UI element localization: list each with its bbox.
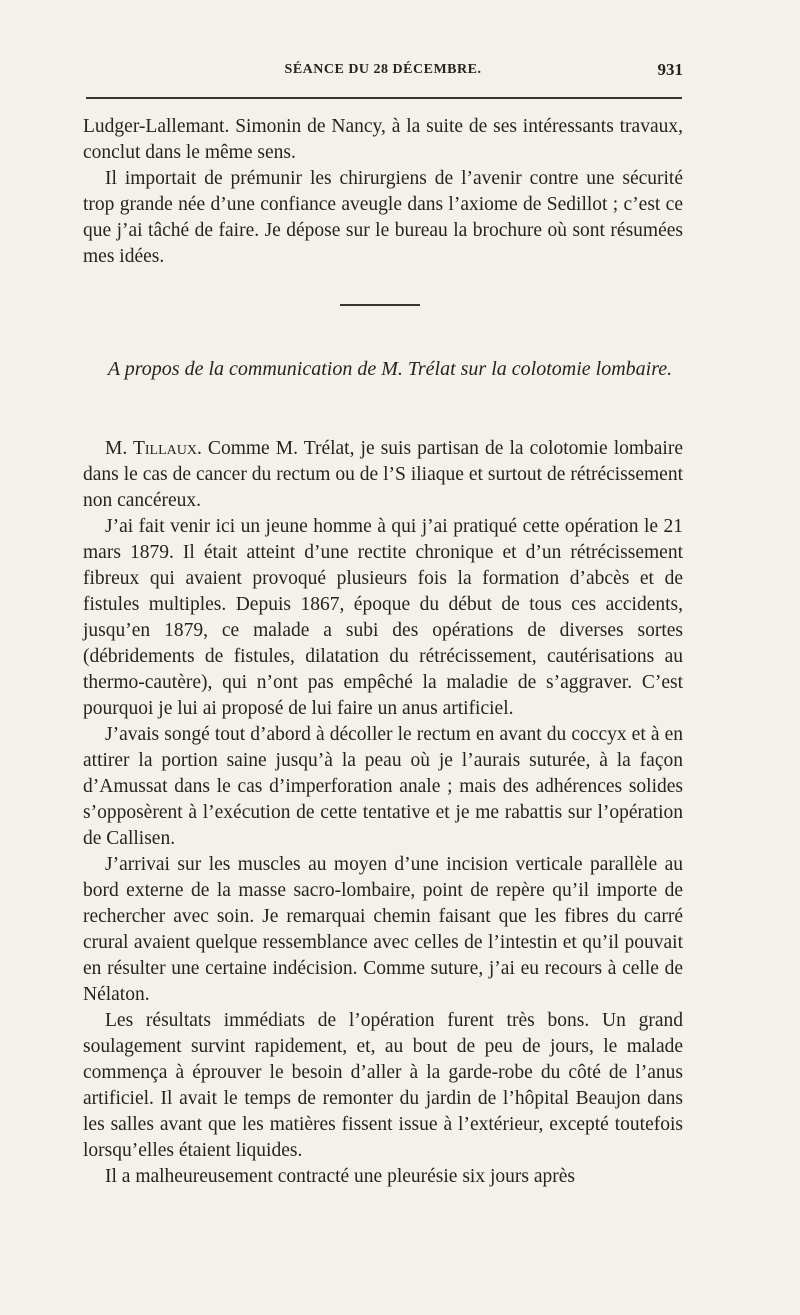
paragraph: Ludger-Lallemant. Simonin de Nancy, à la suite de ses intéressants travaux, conclut dans le même sens.	[83, 116, 683, 163]
paragraph: J’arrivai sur les muscles au moyen d’une incision verticale parallèle au bord externe de la masse sacro-lombaire, point de repère qu’il importe de rechercher avec soin. Je remarquai chemin faisant que les fibres du carré crural avaient quelque ressemblance avec celles de l’intestin et qu’il pouvait en résulter une certaine indécision. Comme suture, j’ai eu recours à celle de Nélaton.	[83, 854, 683, 1005]
page-number: 931	[657, 60, 683, 79]
paragraph: Il importait de prémunir les chirurgiens de l’avenir contre une sécurité trop grande née d’une confiance aveugle dans l’axiome de Sedillot ; c’est ce que j’ai tâché de faire. Je dépose sur le bureau la brochure où sont résumées mes idées.	[83, 168, 683, 267]
section-title: A propos de la communication de M. Trélat sur la colotomie lombaire.	[107, 358, 673, 380]
continued-text	[83, 114, 683, 270]
paragraph-text: Comme M. Trélat, je suis partisan de la colotomie lombaire dans le cas de cancer du rectum ou de l’S iliaque et surtout de rétrécissement non cancéreux.	[83, 438, 683, 511]
paragraph: Il a malheureusement contracté une pleurésie six jours après	[105, 1166, 575, 1187]
main-text	[83, 436, 683, 1190]
running-header	[83, 58, 683, 88]
header-rule	[86, 97, 682, 99]
speaker-name: M. Tillaux.	[105, 438, 202, 459]
paragraph: J’avais songé tout d’abord à décoller le rectum en avant du coccyx et à en attirer la portion saine jusqu’à la peau où je l’aurais suturée, à la façon d’Amussat dans le cas d’imperforation anale ; mais des adhérences solides s’opposèrent à l’exécution de cette tentative et je me rabattis sur l’opération de Callisen.	[83, 724, 683, 849]
running-title: SÉANCE DU 28 DÉCEMBRE.	[284, 62, 482, 77]
paragraph: J’ai fait venir ici un jeune homme à qui j’ai pratiqué cette opération le 21 mars 1879. Il était atteint d’une rectite chronique et d’un rétrécissement fibreux qui avaient provoqué plusieurs fois la formation d’abcès et de fistules multiples. Depuis 1867, époque du début de tous ces accidents, jusqu’en 1879, ce malade a subi des opérations de diverses sortes (débridements de fistules, dilatation du rétrécissement, cautérisations au thermo-cautère), qui n’ont pas empêché la maladie de s’aggraver. C’est pourquoi je lui ai proposé de lui faire un anus artificiel.	[83, 516, 683, 719]
section-separator	[340, 304, 420, 306]
paragraph: Les résultats immédiats de l’opération furent très bons. Un grand soulagement survint rapidement, et, au bout de peu de jours, le malade commença à éprouver le besoin d’aller à la garde-robe du côté de l’anus artificiel. Il avait le temps de remonter du jardin de l’hôpital Beaujon dans les salles avant que les matières fissent issue à l’extérieur, excepté toutefois lorsqu’elles étaient liquides.	[83, 1010, 683, 1161]
paragraph	[83, 436, 683, 514]
